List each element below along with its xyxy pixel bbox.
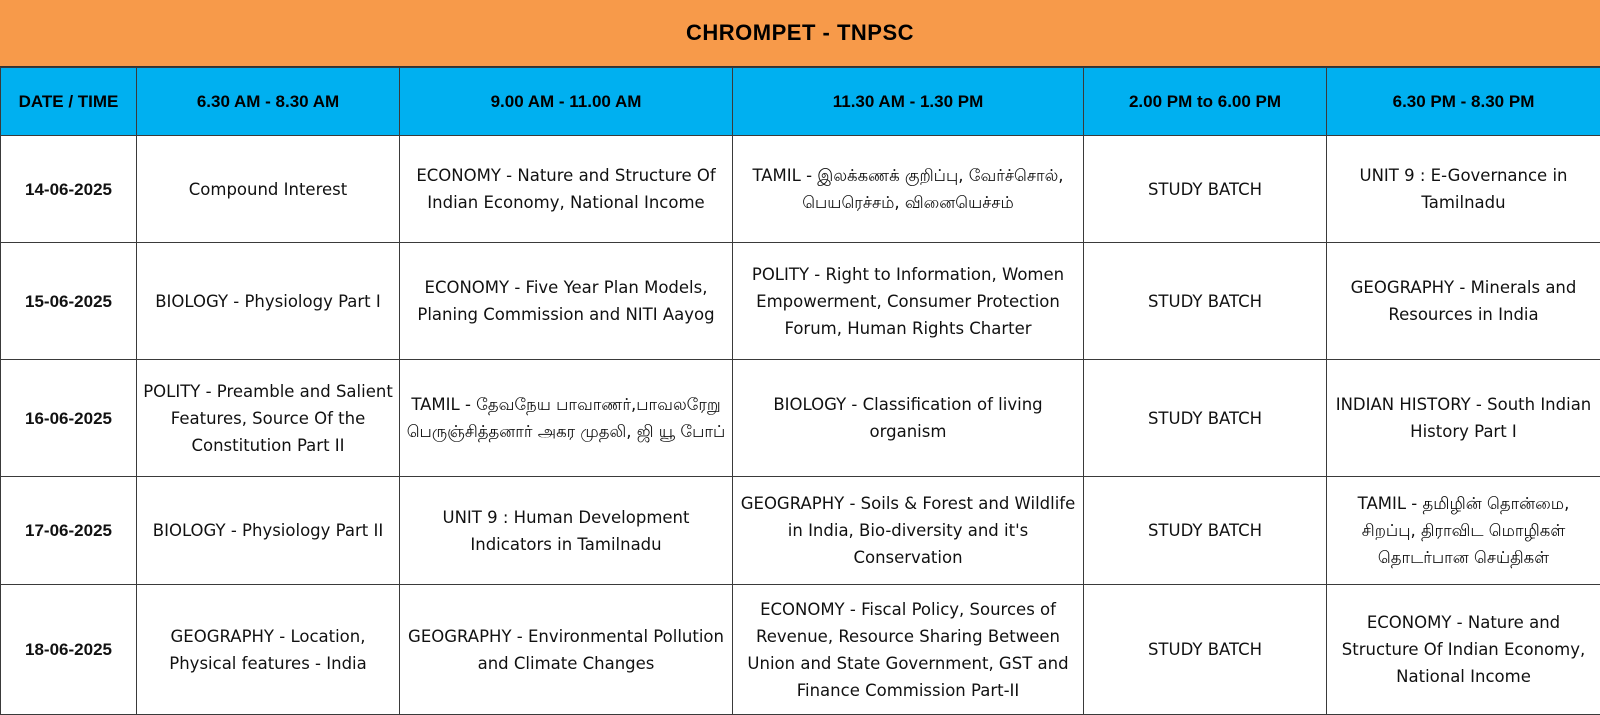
schedule-row [1, 585, 1600, 715]
session-cell: GEOGRAPHY - Soils & Forest and Wildlife in India, Bio-diversity and it's Conservation [733, 477, 1084, 585]
row-date: 16-06-2025 [1, 360, 137, 477]
session-cell: UNIT 9 : Human Development Indicators in Tamilnadu [400, 477, 733, 585]
row-date: 17-06-2025 [1, 477, 137, 585]
header-slot-1: 6.30 AM - 8.30 AM [137, 68, 400, 136]
schedule-row [1, 243, 1600, 360]
session-cell: STUDY BATCH [1084, 477, 1327, 585]
session-cell: GEOGRAPHY - Location, Physical features - India [137, 585, 400, 715]
session-cell: UNIT 9 : E-Governance in Tamilnadu [1327, 136, 1600, 243]
header-slot-5: 6.30 PM - 8.30 PM [1327, 68, 1600, 136]
session-cell: TAMIL - தமிழின் தொன்மை, சிறப்பு, திராவிட மொழிகள் தொடர்பான செய்திகள் [1327, 477, 1600, 585]
schedule-title: CHROMPET - TNPSC [0, 0, 1600, 67]
header-slot-3: 11.30 AM - 1.30 PM [733, 68, 1084, 136]
session-cell: Compound Interest [137, 136, 400, 243]
schedule-table [0, 67, 1600, 715]
session-cell: GEOGRAPHY - Minerals and Resources in India [1327, 243, 1600, 360]
schedule-row [1, 136, 1600, 243]
row-date: 15-06-2025 [1, 243, 137, 360]
session-cell: BIOLOGY - Physiology Part II [137, 477, 400, 585]
session-cell: TAMIL - இலக்கணக் குறிப்பு, வேர்ச்சொல், பெயரெச்சம், வினையெச்சம் [733, 136, 1084, 243]
row-date: 18-06-2025 [1, 585, 137, 715]
session-cell: TAMIL - தேவநேய பாவாணர்,பாவலரேறு பெருஞ்சித்தனார் அகர முதலி, ஜி யூ போப் [400, 360, 733, 477]
session-cell: BIOLOGY - Classification of living organism [733, 360, 1084, 477]
session-cell: ECONOMY - Fiscal Policy, Sources of Revenue, Resource Sharing Between Union and State Government, GST and Finance Commission Part-II [733, 585, 1084, 715]
row-date: 14-06-2025 [1, 136, 137, 243]
session-cell: POLITY - Right to Information, Women Empowerment, Consumer Protection Forum, Human Rights Charter [733, 243, 1084, 360]
header-slot-2: 9.00 AM - 11.00 AM [400, 68, 733, 136]
session-cell: BIOLOGY - Physiology Part I [137, 243, 400, 360]
schedule-row [1, 360, 1600, 477]
session-cell: ECONOMY - Nature and Structure Of Indian Economy, National Income [400, 136, 733, 243]
session-cell: STUDY BATCH [1084, 136, 1327, 243]
session-cell: POLITY - Preamble and Salient Features, Source Of the Constitution Part II [137, 360, 400, 477]
session-cell: GEOGRAPHY - Environmental Pollution and Climate Changes [400, 585, 733, 715]
session-cell: STUDY BATCH [1084, 243, 1327, 360]
schedule-row [1, 477, 1600, 585]
session-cell: ECONOMY - Five Year Plan Models, Planing Commission and NITI Aayog [400, 243, 733, 360]
session-cell: ECONOMY - Nature and Structure Of Indian Economy, National Income [1327, 585, 1600, 715]
header-row [1, 68, 1600, 136]
session-cell: STUDY BATCH [1084, 585, 1327, 715]
header-date-time: DATE / TIME [1, 68, 137, 136]
session-cell: STUDY BATCH [1084, 360, 1327, 477]
session-cell: INDIAN HISTORY - South Indian History Part I [1327, 360, 1600, 477]
header-slot-4: 2.00 PM to 6.00 PM [1084, 68, 1327, 136]
